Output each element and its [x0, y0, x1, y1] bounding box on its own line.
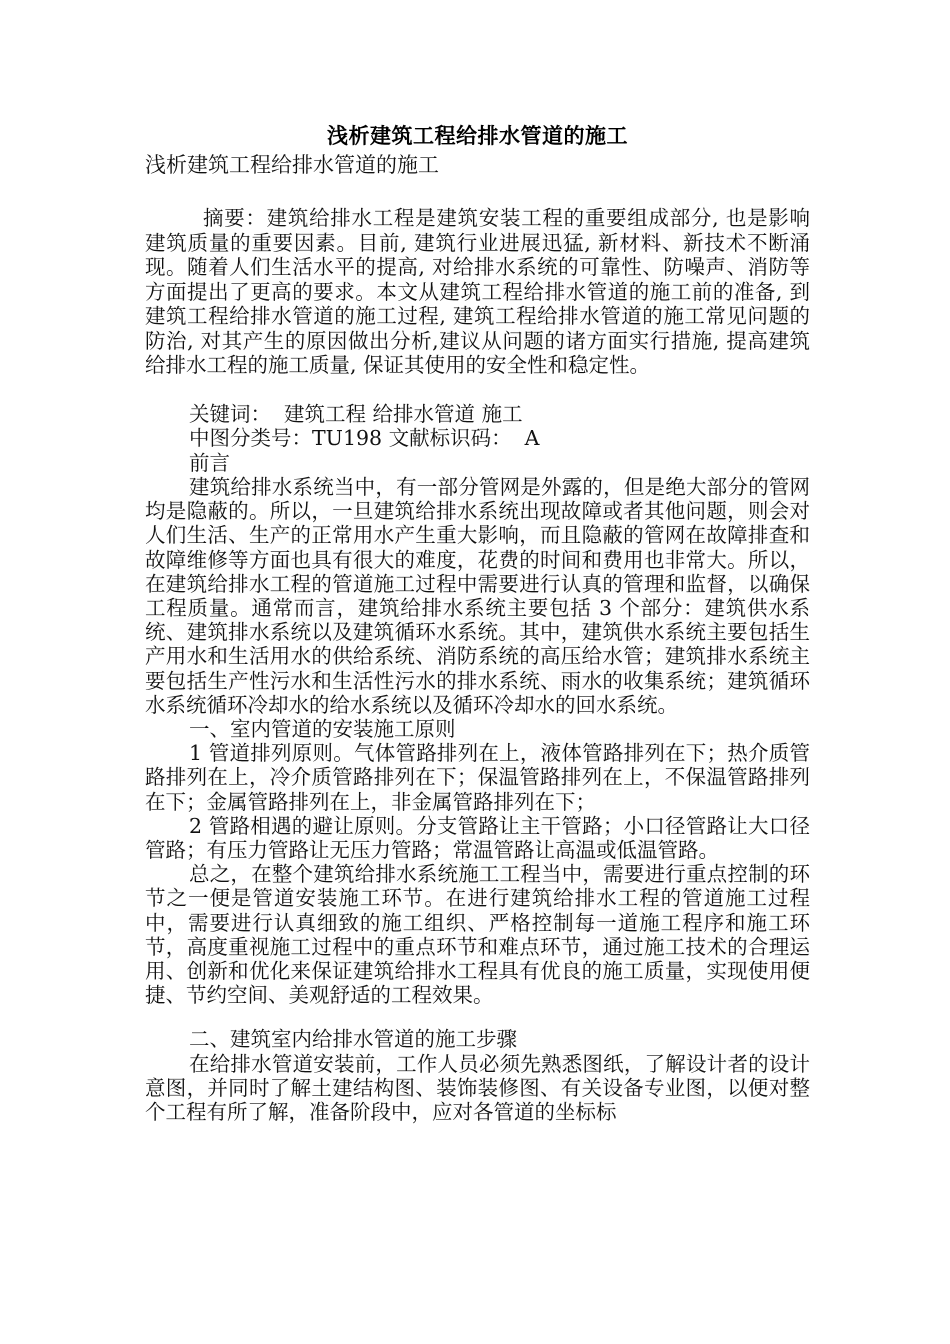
spacer	[145, 1007, 810, 1027]
document-subtitle: 浅析建筑工程给排水管道的施工	[145, 153, 439, 177]
preface-heading: 前言	[189, 450, 230, 475]
preface-paragraph: 建筑给排水系统当中，有一部分管网是外露的，但是绝大部分的管网均是隐蔽的。所以，一旦建筑给排水系统出现故障或者其他问题，则会对人们生活、生产的正常用水产生重大影响，而且隐蔽的管网在故障排查和故障维修等方面也具有很大的难度，花费的时间和费用也非常大。所以，在建筑给排水工程的管道施工过程中需要进行认真的管理和监督，以确保工程质量。通常而言，建筑给排水系统主要包括 3 个部分：建筑供水系统、建筑排水系统以及建筑循环水系统。其中，建筑供水系统主要包括生产用水和生活用水的供给系统、消防系统的高压给水管；建筑排水系统主要包括生产性污水和生活性污水的排水系统、雨水的收集系统；建筑循环水系统循环冷却水的给水系统以及循环冷却水的回水系统。	[145, 475, 810, 717]
abstract-paragraph: 摘要：建筑给排水工程是建筑安装工程的重要组成部分, 也是影响建筑质量的重要因素。目前, 建筑行业进展迅猛, 新材料、新技术不断涌现。随着人们生活水平的提高, 对给排水系统的可靠性、防噪声、消防等方面提出了更高的要求。本文从建筑工程给排水管道的施工前的准备, 到建筑工程给排水管道的施工过程, 建筑工程给排水管道的施工常见问题的防治, 对其产生的原因做出分析,建议从问题的诸方面实行措施, 提高建筑给排水工程的施工质量, 保证其使用的安全性和稳定性。	[145, 206, 810, 377]
document-title: 浅析建筑工程给排水管道的施工	[327, 123, 628, 148]
section-2-paragraph: 在给排水管道安装前，工作人员必须先熟悉图纸，了解设计者的设计意图，并同时了解土建结构图、装饰装修图、有关设备专业图，以便对整个工程有所了解，准备阶段中，应对各管道的坐标标	[145, 1051, 810, 1125]
document-body	[145, 120, 810, 1124]
spacer	[145, 378, 810, 402]
section-1-item-1: 1 管道排列原则。气体管路排列在上，液体管路排列在下；热介质管路排列在上，冷介质管路排列在下；保温管路排列在上，不保温管路排列在下；金属管路排列在上，非金属管路排列在下；	[145, 741, 810, 814]
classification-line: 中图分类号：TU198 文献标识码： A	[189, 426, 540, 450]
section-1-item-2: 2 管路相遇的避让原则。分支管路让主干管路；小口径管路让大口径管路；有压力管路让无压力管路；常温管路让高温或低温管路。	[145, 813, 810, 863]
spacer	[145, 178, 810, 206]
section-1-summary: 总之，在整个建筑给排水系统施工工程当中，需要进行重点控制的环节之一便是管道安装施工环节。在进行建筑给排水工程的管道施工过程中，需要进行认真细致的施工组织、严格控制每一道施工程序和施工环节，高度重视施工过程中的重点环节和难点环节，通过施工技术的合理运用、创新和优化来保证建筑给排水工程具有优良的施工质量，实现使用便捷、节约空间、美观舒适的工程效果。	[145, 862, 810, 1008]
keywords-line: 关键词： 建筑工程 给排水管道 施工	[189, 401, 523, 426]
section-2-heading: 二、建筑室内给排水管道的施工步骤	[189, 1027, 517, 1052]
section-1-heading: 一、室内管道的安装施工原则	[189, 717, 456, 742]
